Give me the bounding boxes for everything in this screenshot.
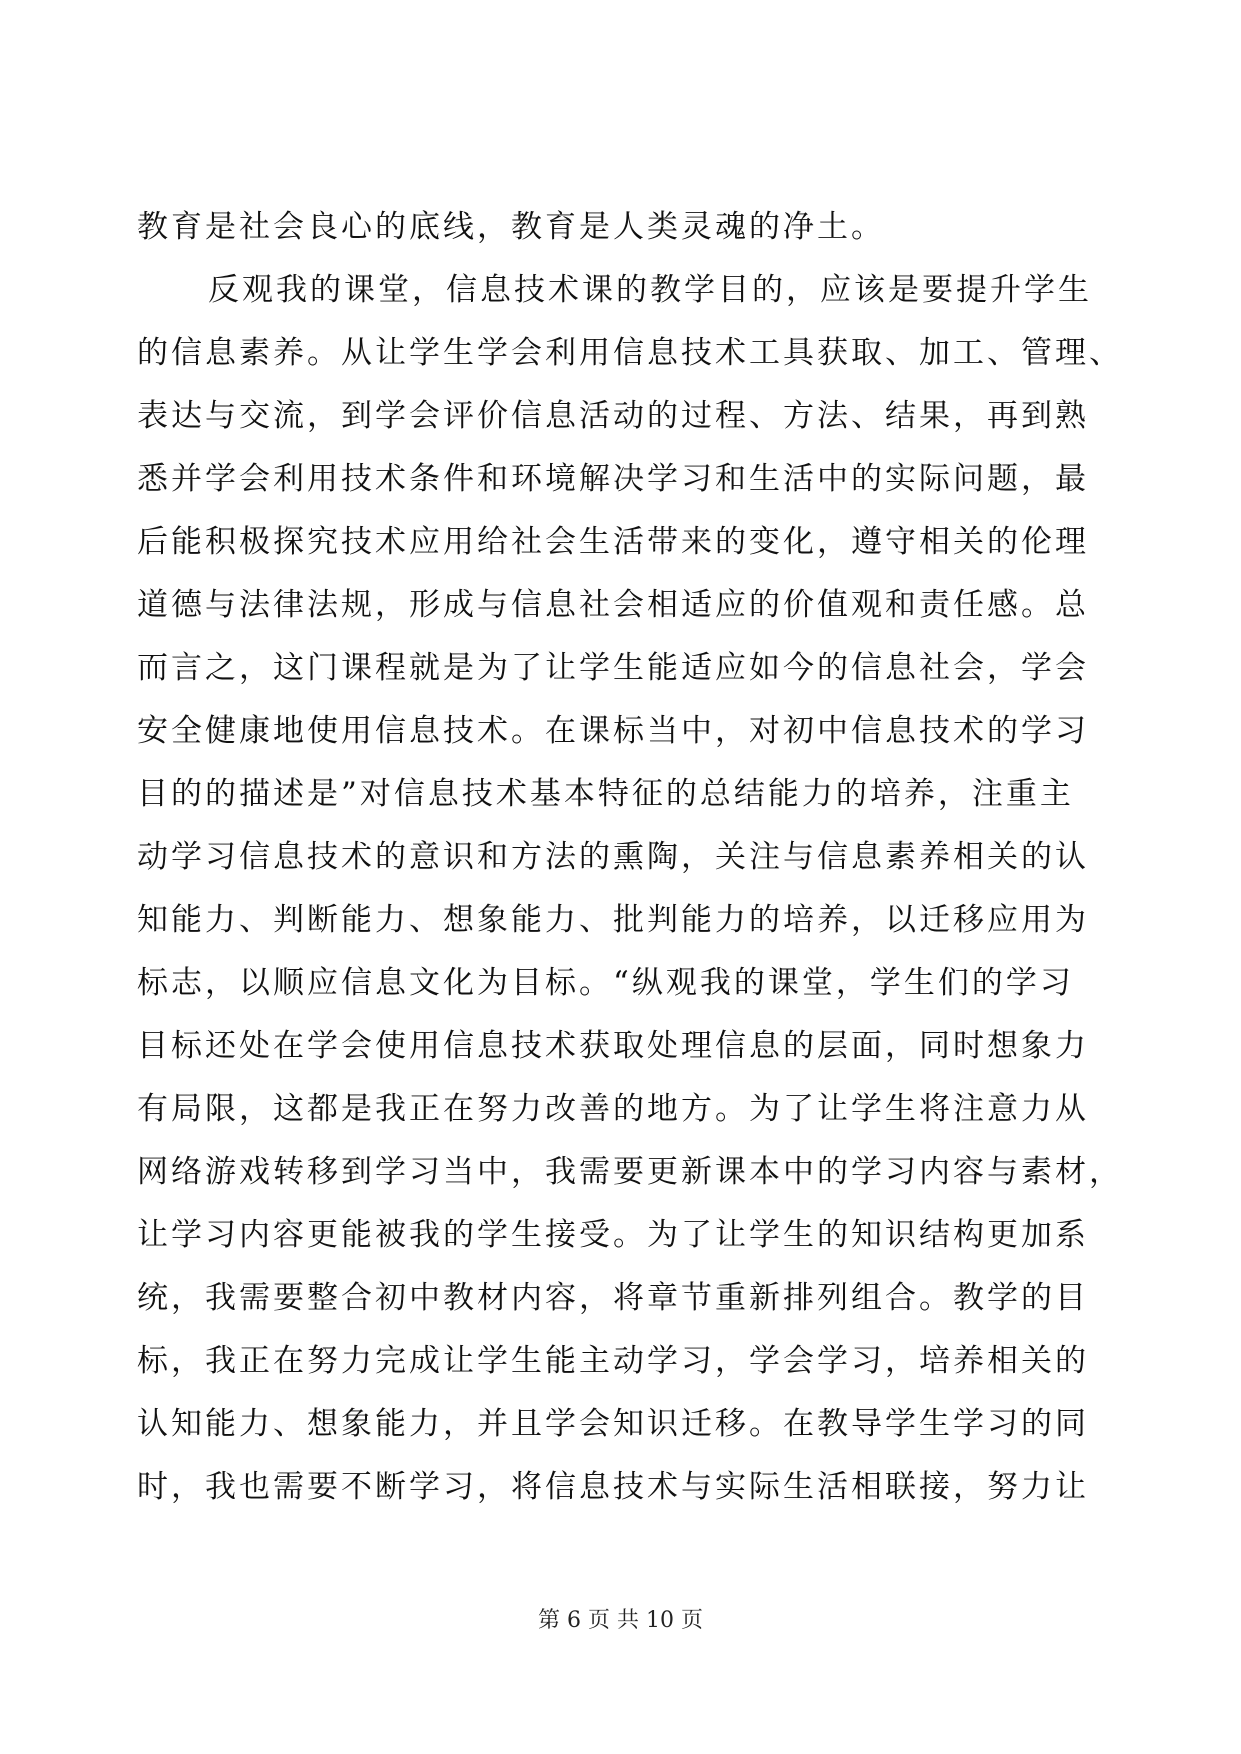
text-line: 时，我也需要不断学习，将信息技术与实际生活相联接，努力让: [137, 1469, 1089, 1505]
text-line: 标，我正在努力完成让学生能主动学习，学会学习，培养相关的: [137, 1343, 1089, 1379]
text-line: 而言之，这门课程就是为了让学生能适应如今的信息社会，学会: [137, 650, 1089, 686]
text-line: 统，我需要整合初中教材内容，将章节重新排列组合。教学的目: [137, 1280, 1089, 1316]
text-line: 标志，以顺应信息文化为目标。“纵观我的课堂，学生们的学习: [137, 965, 1074, 1001]
text-line: 道德与法律法规，形成与信息社会相适应的价值观和责任感。总: [137, 587, 1089, 623]
page-footer: [0, 1606, 1241, 1636]
text-line: 安全健康地使用信息技术。在课标当中，对初中信息技术的学习: [137, 713, 1089, 749]
text-line: 悉并学会利用技术条件和环境解决学习和生活中的实际问题，最: [137, 461, 1089, 497]
page-number: 第 6 页 共 10 页: [538, 1608, 703, 1633]
text-line: 目的的描述是”对信息技术基本特征的总结能力的培养，注重主: [137, 776, 1074, 812]
text-line: 知能力、判断能力、想象能力、批判能力的培养，以迁移应用为: [137, 902, 1089, 938]
text-line: 教育是社会良心的底线，教育是人类灵魂的净土。: [137, 209, 885, 245]
text-line: 反观我的课堂，信息技术课的教学目的，应该是要提升学生: [208, 272, 1092, 308]
text-line: 动学习信息技术的意识和方法的熏陶，关注与信息素养相关的认: [137, 839, 1089, 875]
text-line: 后能积极探究技术应用给社会生活带来的变化，遵守相关的伦理: [137, 524, 1089, 560]
text-line: 认知能力、想象能力，并且学会知识迁移。在教导学生学习的同: [137, 1406, 1089, 1442]
text-line: 网络游戏转移到学习当中，我需要更新课本中的学习内容与素材，: [137, 1154, 1123, 1190]
text-line: 让学习内容更能被我的学生接受。为了让学生的知识结构更加系: [137, 1217, 1089, 1253]
text-line: 目标还处在学会使用信息技术获取处理信息的层面，同时想象力: [137, 1028, 1089, 1064]
text-line: 的信息素养。从让学生学会利用信息技术工具获取、加工、管理、: [137, 335, 1123, 371]
text-line: 表达与交流，到学会评价信息活动的过程、方法、结果，再到熟: [137, 398, 1089, 434]
text-line: 有局限，这都是我正在努力改善的地方。为了让学生将注意力从: [137, 1091, 1089, 1127]
